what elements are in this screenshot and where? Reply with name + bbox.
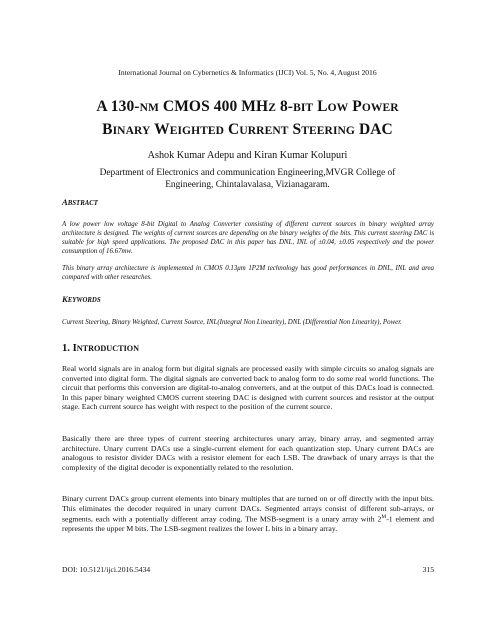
abstract-paragraph-1: A low power low voltage 8-bit Digital to Analog Converter consisting of different current sources in binary weighted array architecture is designed. The weights of current sources are depending on the binary weights of the bits. This current steering DAC is suitable for high speed applications. The proposed DAC in this paper has DNL, INL of ±0.04, ±0.05 respectively and the power consumption of 16.67mw. [62, 221, 434, 256]
abstract-paragraph-2: This binary array architecture is implemented in CMOS 0.13μm 1P2M technology has good performances in DNL, INL and area compared with other researches. [62, 265, 434, 282]
page-number: 315 [422, 565, 434, 574]
introduction-heading: 1. INTRODUCTION [62, 343, 140, 354]
keywords-text: Current Steering, Binary Weighted, Current Source, INL(Integral Non Linearity), DNL (Differential Non Linearity), Power. [62, 319, 402, 326]
paper-title [40, 96, 455, 142]
introduction-paragraph-2: Basically there are three types of current steering architectures unary array, binary array, and segmented array architecture. Unary current DACs use a single-current element for each quantization step. Unary current DACs are analogous to resistor divider DACs with a resistor element for each LSB. The drawback of unary arrays is that the complexity of the digital decoder is exponentially related to the resolution. [62, 434, 434, 472]
doi: DOI: 10.5121/ijci.2016.5434 [62, 565, 151, 574]
abstract-heading: ABSTRACT [62, 197, 98, 207]
author-list: Ashok Kumar Adepu and Kiran Kumar Kolupuri [147, 150, 348, 161]
introduction-paragraph-3: Binary current DACs group current elements into binary multiples that are turned on or off directly with the input bits. This eliminates the decoder required in unary current DACs. Segmented arrays consist of different sub-arrays, or segments, each with a potentially different array coding. The MSB-segment is a unary array with $2^M-1$ element and represents the upper M bits. The LSB-segment realizes the lower L bits in a binary array. [62, 494, 434, 534]
superscript-m: M [381, 514, 387, 521]
keywords-heading: KEYWORDS [62, 294, 101, 304]
title-line-1: A 130-NM CMOS 400 MHZ 8-BIT LOW POWER [96, 98, 399, 115]
affiliation-line-2: Engineering, Chintalavalasa, Vizianagaram. [165, 179, 330, 190]
affiliation-line-1: Department of Electronics and communication Engineering,MVGR College of [99, 168, 396, 178]
affiliation [80, 168, 415, 191]
title-line-2: BINARY WEIGHTED CURRENT STEERING DAC [102, 121, 393, 138]
running-head: International Journal on Cybernetics & Informatics (IJCI) Vol. 5, No. 4, August 2016 [118, 68, 377, 77]
introduction-paragraph-1: Real world signals are in analog form but digital signals are processed easily with simple circuits so analog signals are converted into digital form. The digital signals are converted back to analog form to do some real world functions. The circuit that performs this conversion are digital-to-analog converters, and at the output of this DACs load is connected. In this paper binary weighted CMOS current steering DAC is designed with current sources and resistor at the output stage. Each current source has weight with respect to the position of the current source. [62, 364, 434, 412]
